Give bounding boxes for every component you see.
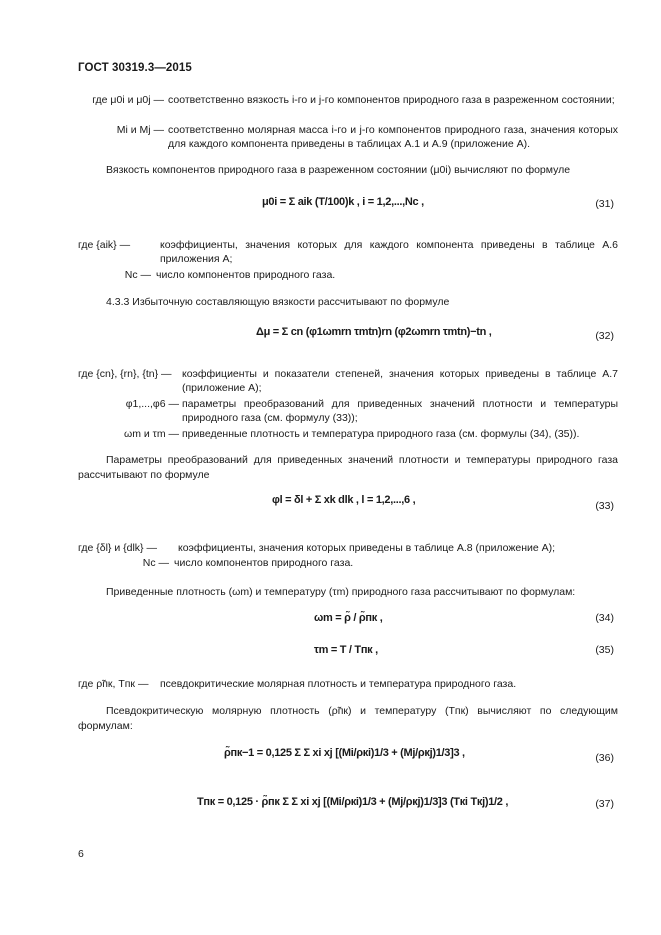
formula-32	[256, 326, 492, 338]
equation-number-37: (37)	[595, 798, 614, 810]
formula-37	[197, 796, 508, 808]
definition-term: где ρ̃пк, Tпк —	[78, 678, 149, 690]
formula-37-text: Tпк = 0,125 · ρ̃пк Σ Σ xi xj [(Mi/ρкi)1/3 + (Mj/ρкj)1/3]3 (Tкi Tкj)1/2 ,	[197, 796, 509, 808]
equation-number-31: (31)	[595, 198, 614, 210]
formula-34-text: ωm = ρ̃ / ρ̃пк ,	[314, 612, 383, 624]
equation-number-34: (34)	[595, 612, 614, 624]
definition-term: где {δl} и {dlk} —	[78, 542, 157, 554]
formula-32-text: Δμ = Σ cn (φ1ωmrn τmtn)rn (φ2ωmrn τmtn)−tn ,	[256, 326, 492, 338]
page-number: 6	[78, 848, 84, 860]
definition-text: параметры преобразований для приведенных значений плотности и температуры природного газа (см. формулу (33));	[182, 398, 618, 424]
paragraph-viscosity-intro: Вязкость компонентов природного газа в разреженном состоянии (μ0i) вычисляют по формуле	[106, 164, 571, 176]
definition-term: ωm и τm —	[124, 428, 179, 440]
formula-36	[224, 747, 465, 759]
paragraph-pseudocritical-intro: Псевдокритическую молярную плотность (ρ̃пк) и температуру (Tпк) вычисляют по следующим формулам:	[78, 705, 618, 732]
equation-number-35: (35)	[595, 644, 614, 656]
definition-term: где μ0i и μ0j —	[92, 94, 164, 106]
formula-33-text: φl = δl + Σ xk dlk , l = 1,2,...,6 ,	[272, 494, 416, 506]
definition-term: Nc —	[124, 269, 151, 281]
formula-35-text: τm = T / Tпк ,	[314, 644, 378, 656]
definition-text: коэффициенты, значения которых приведены в таблице А.8 (приложение А);	[178, 542, 556, 554]
formula-33	[272, 494, 415, 506]
formula-31-text: μ0i = Σ aik (T/100)k , i = 1,2,...,Nc ,	[262, 196, 424, 208]
definition-term: где {aik} —	[78, 239, 131, 251]
formula-35	[314, 644, 378, 656]
formula-34	[314, 612, 382, 624]
definition-term: где {cn}, {rn}, {tn} —	[78, 368, 172, 380]
definition-term: φ1,...,φ6 —	[125, 398, 179, 410]
equation-number-36: (36)	[595, 752, 614, 764]
definition-term: Nc —	[142, 557, 169, 569]
equation-number-32: (32)	[595, 330, 614, 342]
paragraph-reduced-intro: Приведенные плотность (ωm) и температуру (τm) природного газа рассчитывают по формулам:	[106, 586, 576, 598]
definition-text: псевдокритические молярная плотность и температура природного газа.	[160, 678, 517, 690]
definition-text: коэффициенты, значения которых для каждого компонента приведены в таблице А.6 приложения А;	[160, 239, 618, 265]
definition-term: Mi и Mj —	[116, 124, 164, 136]
page-header-title: ГОСТ 30319.3—2015	[78, 62, 192, 74]
definition-text: соответственно молярная масса i-го и j-го компонентов природного газа, значения которых для каждого компонента приведены в таблицах А.1 и А.9 (приложение А).	[168, 124, 618, 150]
section-4-3-3-intro: 4.3.3 Избыточную составляющую вязкости рассчитывают по формуле	[106, 296, 450, 308]
definition-text: число компонентов природного газа.	[156, 269, 336, 281]
definition-text: приведенные плотность и температура природного газа (см. формулы (34), (35)).	[182, 428, 580, 440]
formula-31	[262, 196, 424, 208]
paragraph-phi-intro: Параметры преобразований для приведенных значений плотности и температуры природного газа рассчитывают по формуле	[78, 454, 618, 481]
definition-text: число компонентов природного газа.	[174, 557, 354, 569]
formula-36-text: ρ̃пк−1 = 0,125 Σ Σ xi xj [(Mi/ρкi)1/3 + (Mj/ρкj)1/3]3 ,	[224, 747, 465, 759]
definition-text: соответственно вязкость i-го и j-го компонентов природного газа в разреженном состоянии;	[168, 94, 615, 106]
definition-text: коэффициенты и показатели степеней, значения которых приведены в таблице А.7 (приложение А);	[182, 368, 618, 394]
equation-number-33: (33)	[595, 500, 614, 512]
